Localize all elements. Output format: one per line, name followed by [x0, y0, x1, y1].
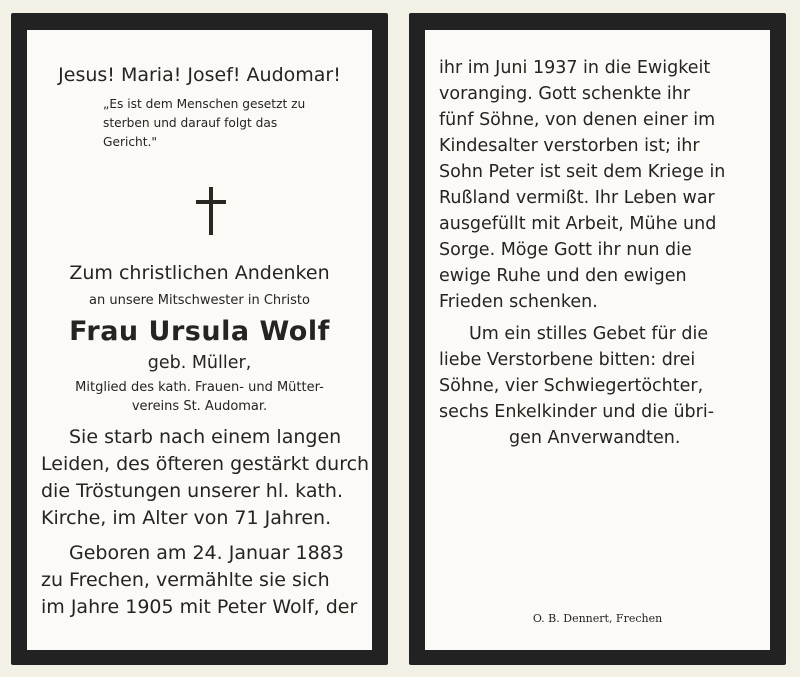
card-left-paper: [27, 30, 372, 650]
card-right-paper: [425, 30, 770, 650]
body-line: Leiden, des öfteren gestärkt durch: [41, 453, 370, 475]
paragraph1-line: Frieden schenken.: [439, 292, 598, 312]
paragraph2-line: sechs Enkelkinder und die übri-: [439, 402, 715, 422]
cross-icon: [196, 187, 226, 235]
quote-line: sterben und darauf folgt das: [103, 116, 278, 130]
born-line: zu Frechen, vermählte sie sich: [41, 569, 330, 591]
paragraph1-line: ausgefüllt mit Arbeit, Mühe und: [439, 214, 717, 234]
body-line: die Tröstungen unserer hl. kath.: [41, 480, 344, 502]
membership-line: Mitglied des kath. Frauen- und Mütter-: [75, 380, 324, 395]
quote-line: Gericht.": [103, 135, 158, 149]
membership-line: vereins St. Audomar.: [131, 399, 268, 414]
quote-line: „Es ist dem Menschen gesetzt zu: [103, 97, 306, 111]
memorial-card-left: [11, 13, 388, 665]
memorial-subheading: an unsere Mitschwester in Christo: [89, 293, 310, 308]
body-line: Kirche, im Alter von 71 Jahren.: [41, 507, 332, 529]
invocation: Jesus! Maria! Josef! Audomar!: [58, 64, 341, 86]
memorial-heading: Zum christlichen Andenken: [69, 262, 330, 284]
deceased-name: Frau Ursula Wolf: [69, 316, 330, 347]
paragraph1-line: Sohn Peter ist seit dem Kriege in: [439, 162, 726, 182]
paragraph1-line: fünf Söhne, von denen einer im: [439, 110, 716, 130]
paragraph1-line: Rußland vermißt. Ihr Leben war: [439, 188, 715, 208]
paragraph1-line: ewige Ruhe und den ewigen: [439, 266, 687, 286]
paragraph2-line: Um ein stilles Gebet für die: [469, 324, 709, 344]
paragraph2-line: Söhne, vier Schwiegertöchter,: [439, 376, 704, 396]
paragraph1-line: ihr im Juni 1937 in die Ewigkeit: [439, 58, 711, 78]
paragraph1-line: Sorge. Möge Gott ihr nun die: [439, 240, 692, 260]
body-line: Sie starb nach einem langen: [69, 426, 342, 448]
paragraph1-line: Kindesalter verstorben ist; ihr: [439, 136, 700, 156]
paragraph2-line: gen Anverwandten.: [509, 428, 681, 448]
paragraph1-line: voranging. Gott schenkte ihr: [439, 84, 691, 104]
memorial-card-right: [409, 13, 786, 665]
born-line: Geboren am 24. Januar 1883: [69, 542, 344, 564]
born-line: im Jahre 1905 mit Peter Wolf, der: [41, 596, 358, 618]
printer-imprint: O. B. Dennert, Frechen: [532, 612, 663, 625]
paragraph2-line: liebe Verstorbene bitten: drei: [439, 350, 696, 370]
maiden-name: geb. Müller,: [147, 353, 252, 373]
